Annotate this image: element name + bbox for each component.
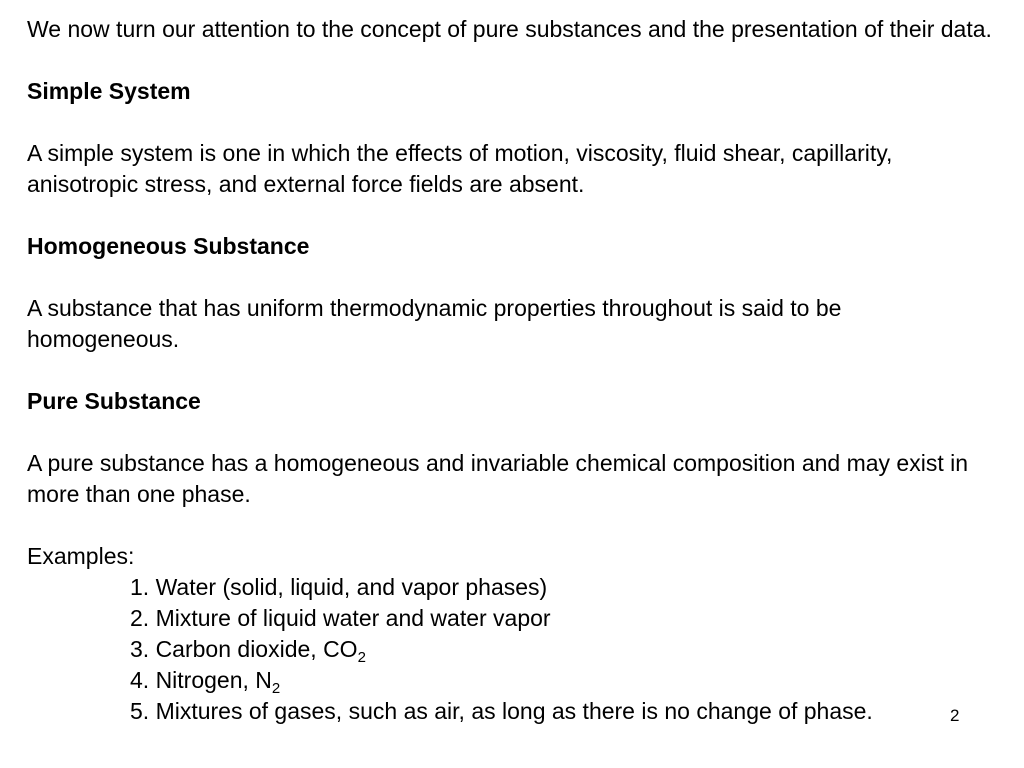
- example-text: 4. Nitrogen, N: [130, 667, 272, 693]
- subscript: 2: [271, 680, 281, 697]
- page-number: 2: [950, 706, 960, 725]
- heading-simple-system: Simple System: [27, 78, 191, 104]
- example-text: 3. Carbon dioxide, CO: [130, 636, 358, 662]
- example-item: [27, 696, 997, 727]
- spacer: [27, 107, 997, 138]
- example-text: 5. Mixtures of gases, such as air, as long as there is no change of phase.: [130, 698, 873, 724]
- heading-pure-substance: Pure Substance: [27, 388, 201, 414]
- spacer: [27, 45, 997, 76]
- intro-paragraph: We now turn our attention to the concept of pure substances and the presentation of their data.: [27, 16, 992, 42]
- simple-system-definition: A simple system is one in which the effects of motion, viscosity, fluid shear, capillarity, anisotropic stress, and external force fields are absent.: [27, 140, 893, 197]
- example-text: 1. Water (solid, liquid, and vapor phases): [130, 574, 548, 600]
- example-item: [27, 603, 997, 634]
- slide-content: [27, 14, 997, 727]
- example-text: 2. Mixture of liquid water and water vapor: [130, 605, 551, 631]
- example-item: [27, 634, 997, 665]
- example-item: [27, 665, 997, 696]
- examples-label: Examples:: [27, 543, 135, 569]
- example-item: [27, 572, 997, 603]
- spacer: [27, 355, 997, 386]
- spacer: [27, 417, 997, 448]
- heading-homogeneous-substance: Homogeneous Substance: [27, 233, 310, 259]
- subscript: 2: [357, 649, 366, 666]
- homogeneous-substance-definition: A substance that has uniform thermodynamic properties throughout is said to be homogeneous.: [27, 295, 842, 352]
- spacer: [27, 262, 997, 293]
- examples-list: [27, 572, 997, 727]
- pure-substance-definition: A pure substance has a homogeneous and invariable chemical composition and may exist in more than one phase.: [27, 450, 969, 507]
- spacer: [27, 200, 997, 231]
- spacer: [27, 510, 997, 541]
